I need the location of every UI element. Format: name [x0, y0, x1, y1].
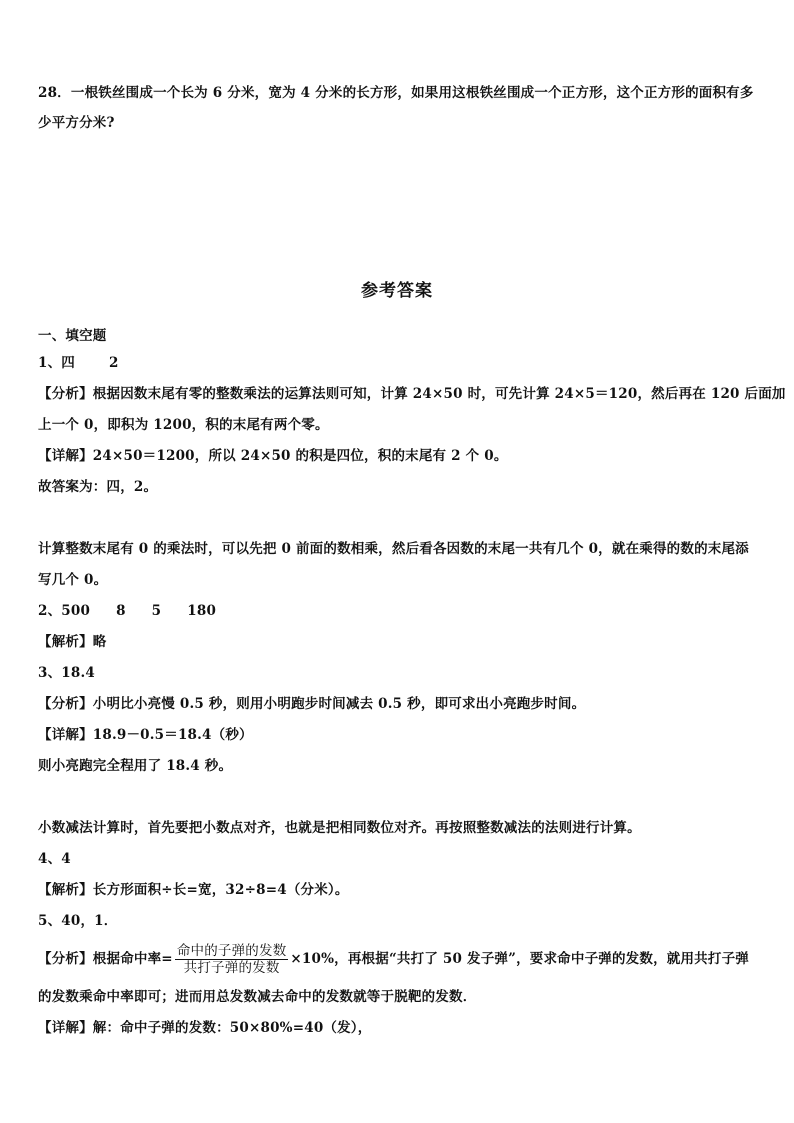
answer-5-detail: 【详解】解：命中子弹的发数：50×80%=40（发）， [38, 1020, 372, 1036]
answer-2-head [38, 602, 756, 620]
answer-5-analysis-suffix: ×10%，再根据“共打了 50 发子弹”，要求命中子弹的发数，就用共打子弹 [290, 951, 749, 967]
answer-3-head: 3、18.4 [38, 665, 95, 681]
section-1-heading: 一、填空题 [38, 328, 107, 344]
answer-5-analysis-line-1 [38, 942, 756, 976]
answer-4-jiexi: 【解析】长方形面积÷长=宽，32÷8=4（分米）。 [38, 882, 349, 898]
answer-1-note-line-1: 计算整数末尾有 0 的乘法时，可以先把 0 前面的数相乘，然后看各因数的末尾一共有几个 0，就在乘得的数的末尾添 [38, 541, 749, 557]
answer-5-analysis-line-2: 的发数乘命中率即可；进而用总发数减去命中的发数就等于脱靶的发数． [38, 989, 477, 1005]
answer-1-detail: 【详解】24×50＝1200，所以 24×50 的积是四位，积的末尾有 2 个 0。 [38, 448, 508, 464]
answer-3-analysis: 【分析】小明比小亮慢 0.5 秒，则用小明跑步时间减去 0.5 秒，即可求出小亮跑步时间。 [38, 696, 586, 712]
fraction-numerator: 命中的子弹的发数 [176, 943, 287, 959]
answer-3-conclusion: 则小亮跑完全程用了 18.4 秒。 [38, 758, 233, 774]
answer-5-analysis-prefix: 【分析】根据命中率= [38, 951, 173, 967]
answer-2-value-3: 5 [151, 603, 162, 619]
answer-1-analysis-line-1: 【分析】根据因数末尾有零的整数乘法的运算法则可知，计算 24×50 时，可先计算 24×5＝120，然后再在 120 后面加 [38, 386, 786, 402]
answer-2-value-2: 8 [116, 603, 126, 619]
answers-title: 参考答案 [361, 281, 433, 301]
answer-1-note-line-2: 写几个 0。 [38, 572, 108, 588]
answer-1-value-1: 1、四 [38, 355, 75, 371]
answer-1-value-2: 2 [109, 355, 119, 371]
hit-rate-fraction [175, 943, 289, 976]
answer-1-final: 故答案为：四，2。 [38, 479, 158, 495]
fraction-denominator: 共打子弹的发数 [183, 960, 280, 976]
answer-3-detail: 【详解】18.9－0.5＝18.4（秒） [38, 727, 253, 743]
question-28-line-1: 28．一根铁丝围成一个长为 6 分米，宽为 4 分米的长方形，如果用这根铁丝围成一个正方形，这个正方形的面积有多 [38, 85, 754, 101]
answer-5-head: 5、40，1． [38, 913, 118, 929]
answer-4-head: 4、4 [38, 851, 71, 867]
answer-2-jiexi: 【解析】略 [38, 634, 107, 650]
question-28-line-2: 少平方分米? [38, 115, 115, 131]
answer-1-head [38, 354, 756, 372]
answer-2-value-4: 180 [187, 603, 217, 619]
answer-2-value-1: 2、500 [38, 603, 91, 619]
answer-3-note: 小数减法计算时，首先要把小数点对齐，也就是把相同数位对齐。再按照整数减法的法则进行计算。 [38, 820, 641, 836]
answer-1-analysis-line-2: 上一个 0，即积为 1200，积的末尾有两个零。 [38, 417, 329, 433]
